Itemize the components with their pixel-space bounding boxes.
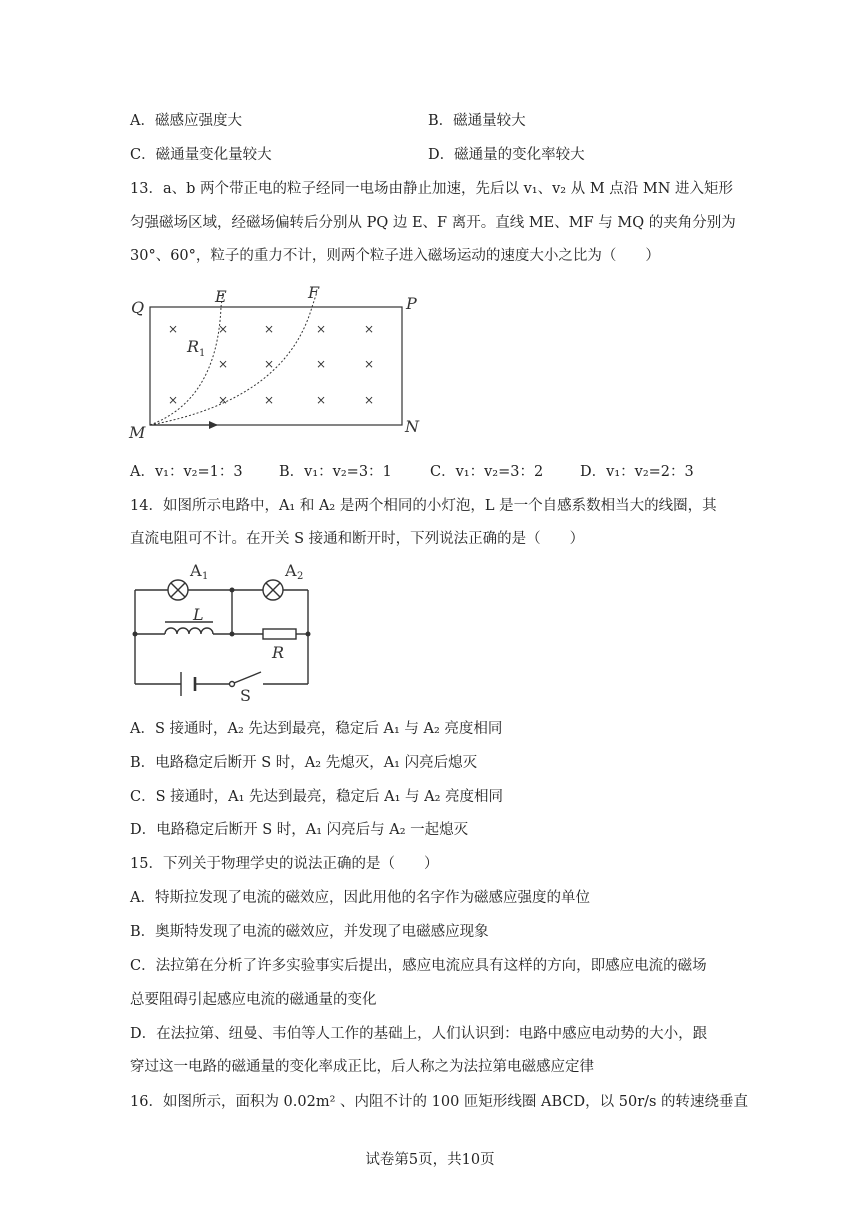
q15-option-a: A．特斯拉发现了电流的磁效应，因此用他的名字作为磁感应强度的单位 — [130, 890, 590, 906]
q14-option-b: B．电路稳定后断开 S 时，A₂ 先熄灭，A₁ 闪亮后熄灭 — [130, 755, 478, 771]
q15-option-c-line1: C．法拉第在分析了许多实验事实后提出，感应电流应具有这样的方向，即感应电流的磁场 — [130, 958, 707, 974]
q14-option-c: C．S 接通时，A₁ 先达到最亮，稳定后 A₁ 与 A₂ 亮度相同 — [130, 789, 504, 805]
q12-option-c: C．磁通量变化量较大 — [130, 147, 272, 163]
field-cross: × — [217, 357, 229, 371]
q15-option-d-line2: 穿过这一电路的磁通量的变化率成正比，后人称之为法拉第电磁感应定律 — [130, 1059, 594, 1075]
inductor-icon — [165, 622, 213, 634]
field-cross: × — [263, 322, 275, 336]
q15-option-b: B．奥斯特发现了电流的磁效应，并发现了电磁感应现象 — [130, 924, 489, 940]
q12-option-a: A．磁感应强度大 — [130, 113, 242, 129]
q13-option-c: C．v₁：v₂=3：2 — [430, 464, 544, 480]
field-cross: × — [167, 393, 179, 407]
label-r: R — [272, 643, 285, 662]
label-s: S — [240, 686, 251, 703]
label-n: N — [405, 417, 419, 436]
q15-stem: 15．下列关于物理学史的说法正确的是（ ） — [130, 856, 439, 872]
label-m: M — [129, 423, 146, 440]
label-f: F — [308, 283, 320, 302]
switch-icon — [230, 672, 262, 687]
q13-option-a: A．v₁：v₂=1：3 — [130, 464, 243, 480]
label-a2-subscript: 2 — [297, 571, 304, 582]
q12-option-d: D．磁通量的变化率较大 — [428, 147, 585, 163]
q13-stem-line3: 30°、60°，粒子的重力不计，则两个粒子进入磁场运动的速度大小之比为（ ） — [130, 248, 660, 264]
q14-option-a: A．S 接通时，A₂ 先达到最亮，稳定后 A₁ 与 A₂ 亮度相同 — [130, 721, 503, 737]
q13-magnetic-field-figure — [125, 280, 425, 440]
page-footer: 试卷第5页，共10页 — [365, 1152, 495, 1168]
field-cross: × — [363, 322, 375, 336]
label-e: E — [215, 287, 227, 306]
field-cross: × — [363, 357, 375, 371]
label-q: Q — [131, 298, 145, 317]
q13-option-b: B．v₁：v₂=3：1 — [279, 464, 392, 480]
q13-stem-line1: 13．a、b 两个带正电的粒子经同一电场由静止加速，先后以 v₁、v₂ 从 M 点沿 MN 进入矩形 — [130, 181, 734, 197]
field-cross: × — [315, 322, 327, 336]
field-cross: × — [167, 322, 179, 336]
lamp-a2-icon — [263, 580, 283, 600]
q14-circuit-figure — [125, 558, 325, 703]
label-a1: A — [190, 561, 202, 580]
q16-stem-line1: 16．如图所示，面积为 0.02m² 、内阻不计的 100 匝矩形线圈 ABCD，以 50r/s 的转速绕垂直 — [130, 1094, 749, 1110]
label-r-subscript: 1 — [199, 348, 206, 359]
field-cross: × — [217, 393, 229, 407]
label-l: L — [193, 605, 204, 624]
q13-option-d: D．v₁：v₂=2：3 — [580, 464, 694, 480]
field-cross: × — [363, 393, 375, 407]
lamp-a1-icon — [168, 580, 188, 600]
field-cross: × — [263, 393, 275, 407]
q12-option-b: B．磁通量较大 — [428, 113, 526, 129]
label-a2: A — [285, 561, 297, 580]
trajectory-e — [150, 307, 221, 425]
field-cross: × — [263, 357, 275, 371]
q15-option-d-line1: D．在法拉第、纽曼、韦伯等人工作的基础上，人们认识到：电路中感应电动势的大小，跟 — [130, 1026, 708, 1042]
q14-stem-line2: 直流电阻可不计。在开关 S 接通和断开时，下列说法正确的是（ ） — [130, 531, 585, 547]
label-r: R — [187, 337, 200, 356]
resistor-icon — [263, 629, 296, 639]
label-a1-subscript: 1 — [202, 571, 209, 582]
field-cross: × — [315, 393, 327, 407]
battery-icon — [181, 672, 195, 696]
label-p: P — [406, 294, 417, 313]
q14-stem-line1: 14．如图所示电路中，A₁ 和 A₂ 是两个相同的小灯泡，L 是一个自感系数相当大的线圈，其 — [130, 498, 717, 514]
q14-option-d: D．电路稳定后断开 S 时，A₁ 闪亮后与 A₂ 一起熄灭 — [130, 822, 469, 838]
field-cross: × — [315, 357, 327, 371]
field-cross: × — [217, 322, 229, 336]
q15-option-c-line2: 总要阻碍引起感应电流的磁通量的变化 — [130, 992, 377, 1008]
velocity-arrow-icon — [209, 421, 218, 429]
q13-stem-line2: 匀强磁场区域，经磁场偏转后分别从 PQ 边 E、F 离开。直线 ME、MF 与 MQ 的夹角分别为 — [130, 215, 736, 231]
